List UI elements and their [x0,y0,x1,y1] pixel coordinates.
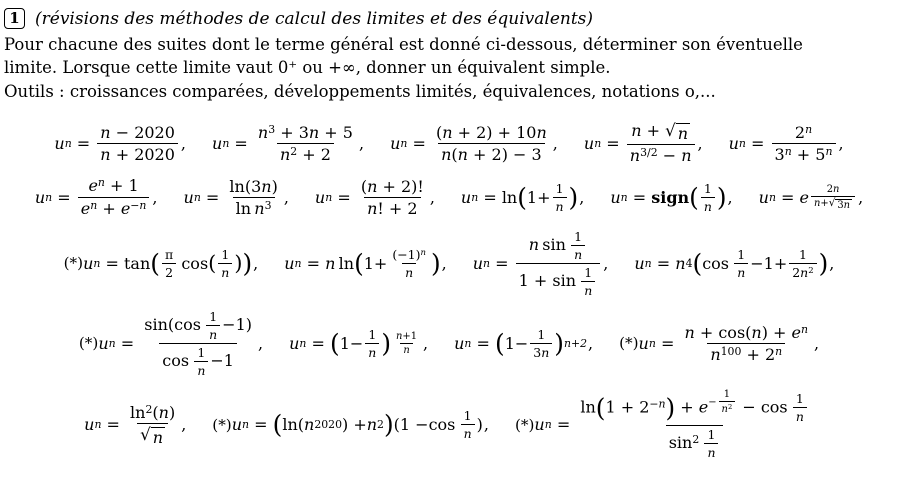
formula-item: u n = $\frac{(n + 2)!}{n! + 2}$ , [314,176,435,218]
statement-line-2: limite. Lorsque cette limite vaut 0⁺ ou +∞, donner un équivalent simple. [4,58,611,78]
exercise-number-badge: 1 [4,8,25,29]
formula-item: (*) u n = tan ( $\frac{\pi}{2}$ cos ( $\frac{1}{n}$ ) ) , [63,246,259,280]
exercise-title: (révisions des méthodes de calcul des limites et des équivalents) [35,8,594,29]
formula-item: u n = $\frac{(n + 2) + 10n}{n(n + 2) - 3}$ , [390,122,558,164]
formula-item: u n = $\frac{n^3 + 3n + 5}{n^2 + 2}$ , [212,122,365,165]
formula-row [4,389,894,461]
formula-item: (*) u n = $\frac{n + \cos(n) + e^n}{n^{100} + 2^n}$ , [619,322,820,365]
formula-row [4,121,894,165]
formula-item: u n = ( 1− $\frac{1}{n}$ ) $\frac{n+1}{n}$ , [289,326,429,360]
statement-line-1: Pour chacune des suites dont le terme général est donné ci-dessous, déterminer son éventuelle [4,35,803,54]
formula-item: u n = $\frac{2^n}{3^n + 5^n}$ , [728,122,844,165]
formula-row [4,309,894,378]
formula-item: u n = $\frac{e^n + 1}{e^n + e^{-n}}$ , [34,176,158,218]
statement-line-3: Outils : croissances comparées, développements limités, équivalences, notations o,... [4,81,716,101]
formula-item: (*) u n = sin(cos $\frac{1}{n}$ −1) cos $\frac{1}{n}$ −1 , [78,308,264,378]
formula-row [4,176,894,217]
formula-row [4,229,894,298]
formula-item: u n = sign ( $\frac{1}{n}$ ) , [610,180,733,214]
exercise-statement [0,29,898,103]
formula-item: u n = $\frac{n - 2020}{n + 2020}$ , [54,122,186,164]
formula-item: u n = n + √ n $n^{3/2} - n$ , [583,120,703,166]
formula-item: u n = ( 1− $\frac{1}{3n}$ ) n+2 , [454,326,594,360]
formula-item: u n = n 4 ( cos $\frac{1}{n}$ −1+ $\frac{1}{2n^2}$ ) , [634,246,835,280]
formula-item: u n = n sin $\frac{1}{n}$ 1 + sin $\frac{1}{n}$ , [472,228,609,298]
formula-item: (*) u n = $\ln(1 + 2^{-n}) + e^{- \frac{1}{n^2}}$ − cos $\frac{1}{n}$ $\sin^2$ $\frac{1}{n}$ [515,389,814,461]
formula-item: (*) u n = ( ln ( n 2020 ) + n 2 ) (1 − cos $\frac{1}{n}$ ) , [212,408,489,442]
formula-item: u n = $\ln^2(n)$ √ n , [84,402,187,447]
formula-item: u n = e 2n n+ √ 3n , [758,183,864,211]
formula-item: u n = $\frac{\ln(3n)}{\ln n^3}$ , [183,176,289,218]
exercise-header [0,0,898,29]
formula-item: u n = ln ( 1+ $\frac{1}{n}$ ) , [460,180,585,214]
formula-list [0,103,898,460]
formula-item: u n = n ln ( 1+ $\frac{(-1)^n}{n}$ ) , [284,246,447,280]
